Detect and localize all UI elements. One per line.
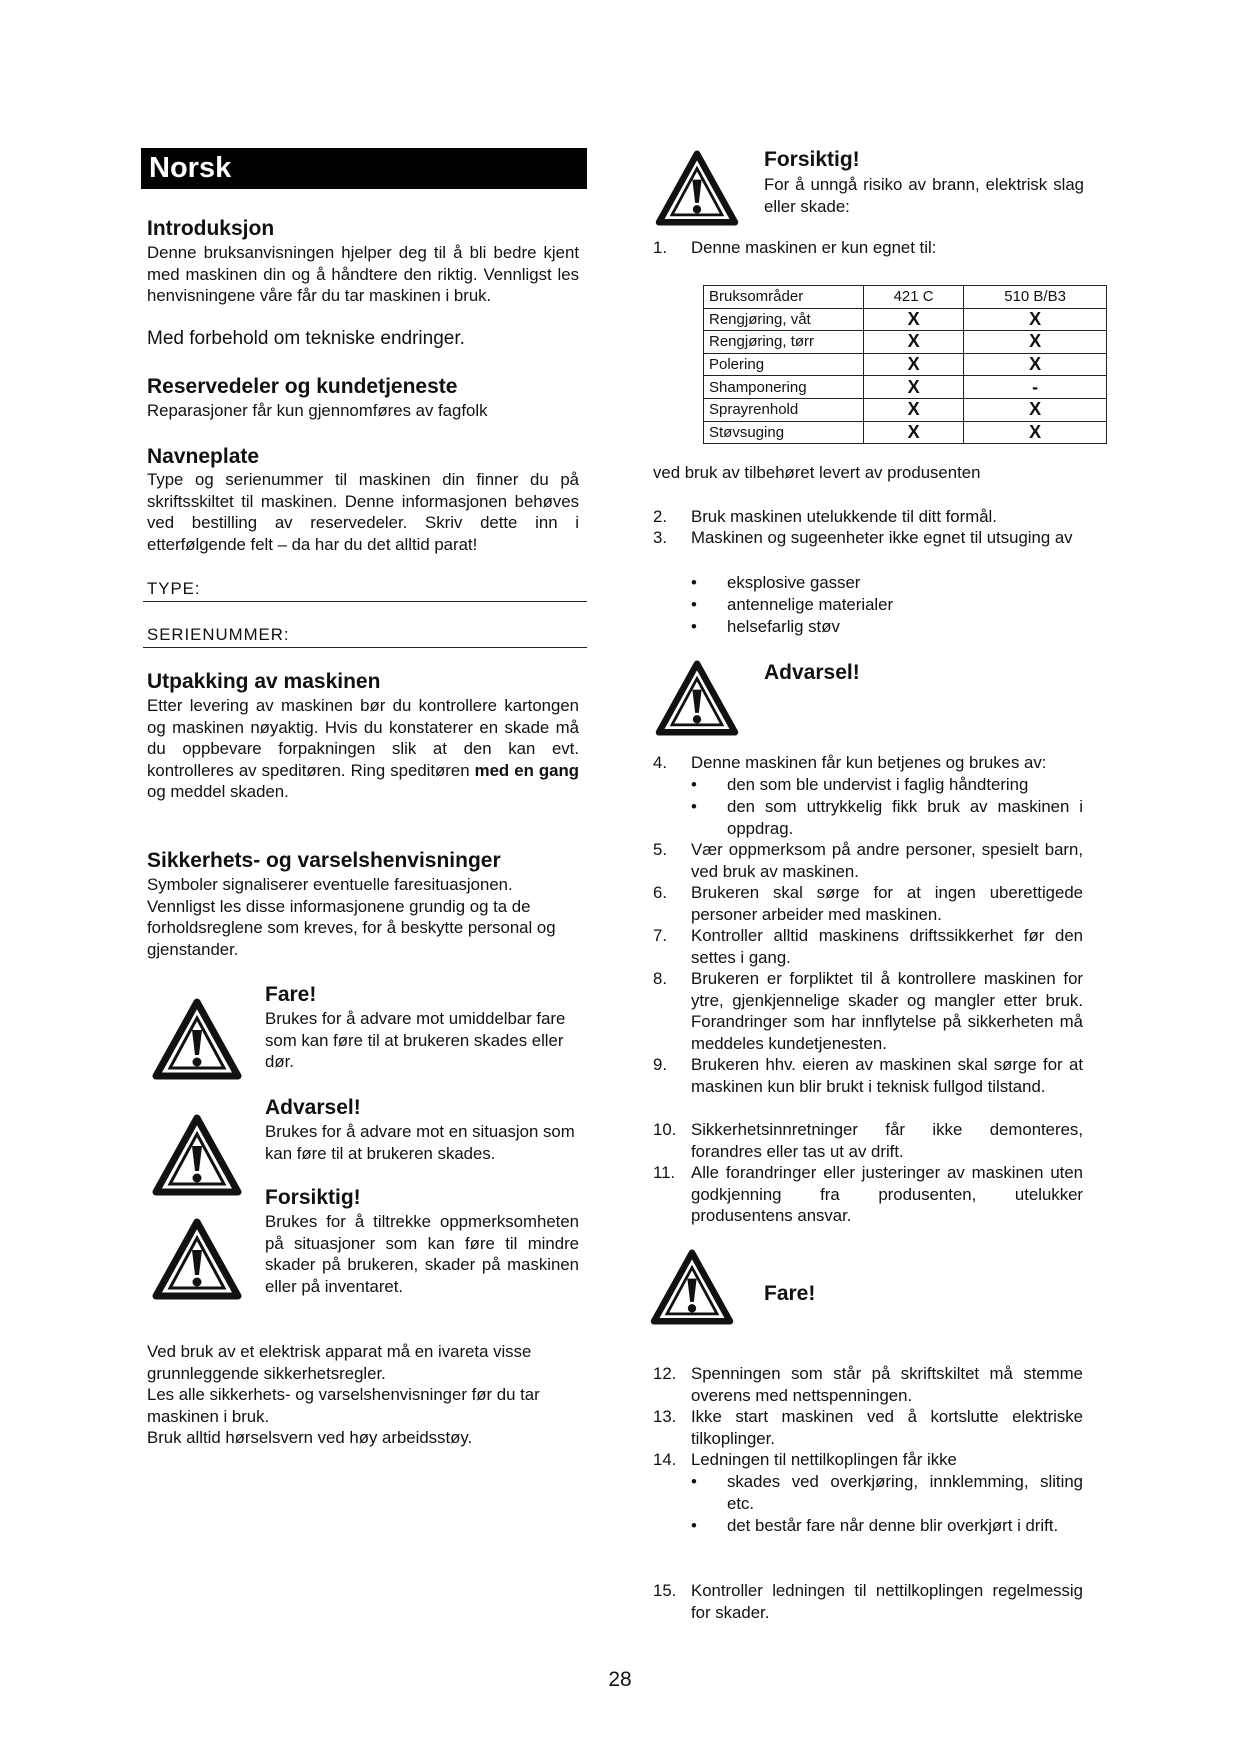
right-forsiktig-text: For å unngå risiko av brann, elektrisk slag eller skade: xyxy=(764,175,1084,216)
usage-table xyxy=(703,285,1107,444)
forsiktig-title: Forsiktig! xyxy=(265,1186,361,1209)
table-cell: X xyxy=(964,331,1107,354)
table-row xyxy=(704,353,1107,376)
table-header: Bruksområder xyxy=(704,286,864,309)
nameplate-heading: Navneplate xyxy=(147,445,260,468)
page-number: 28 xyxy=(608,1668,632,1691)
table-cell: Rengjøring, tørr xyxy=(704,331,864,354)
table-row xyxy=(704,331,1107,354)
table-row xyxy=(704,308,1107,331)
advarsel-title: Advarsel! xyxy=(265,1096,361,1119)
table-cell: X xyxy=(864,398,964,421)
caution-icon xyxy=(152,1218,242,1300)
safety-text: Symboler signaliserer eventuelle faresituasjonen. Vennligst les disse informasjonene grundig og ta de forholdsreglene som kreves, for å beskytte personal og gjenstander. xyxy=(147,875,556,959)
table-cell: X xyxy=(964,398,1107,421)
warning-icon xyxy=(152,1114,242,1196)
table-cell: Polering xyxy=(704,353,864,376)
safety-heading: Sikkerhets- og varselshenvisninger xyxy=(147,849,501,872)
serial-line xyxy=(143,647,587,648)
table-cell: X xyxy=(864,421,964,444)
caution-icon xyxy=(655,150,739,226)
spare-parts-heading: Reservedeler og kundetjeneste xyxy=(147,375,458,398)
serial-label: SERIENUMMER: xyxy=(147,625,290,644)
table-header: 510 B/B3 xyxy=(964,286,1107,309)
danger-icon xyxy=(650,1249,734,1325)
table-cell: X xyxy=(864,353,964,376)
table-cell: X xyxy=(964,421,1107,444)
table-cell: Støvsuging xyxy=(704,421,864,444)
table-row xyxy=(704,376,1107,399)
fare-title: Fare! xyxy=(265,983,317,1006)
intro-text: Denne bruksanvisningen hjelper deg til å bli bedre kjent med maskinen din og å håndtere den riktig. Vennligst les henvisningene våre får du tar maskinen i bruk. xyxy=(147,243,579,306)
forsiktig-text: Brukes for å tiltrekke oppmerksomheten på situasjoner som kan føre til mindre skader på brukeren, skader på maskinen eller på inventaret. xyxy=(265,1212,579,1296)
table-row xyxy=(704,421,1107,444)
table-cell: X xyxy=(864,331,964,354)
safety-closing-2: Les alle sikkerhets- og varselshenvisninger før du tar maskinen i bruk. xyxy=(147,1385,540,1426)
intro-heading: Introduksjon xyxy=(147,217,275,240)
intro-note: Med forbehold om tekniske endringer. xyxy=(147,328,465,349)
safety-closing-3: Bruk alltid hørselsvern ved høy arbeidsstøy. xyxy=(147,1428,473,1447)
table-cell: - xyxy=(964,376,1107,399)
table-header: 421 C xyxy=(864,286,964,309)
table-cell: X xyxy=(964,308,1107,331)
right-forsiktig-title: Forsiktig! xyxy=(764,148,860,171)
table-cell: Shamponering xyxy=(704,376,864,399)
fare-text: Brukes for å advare mot umiddelbar fare som kan føre til at brukeren skades eller dør. xyxy=(265,1009,566,1072)
right-advarsel-title: Advarsel! xyxy=(764,661,860,684)
type-line xyxy=(143,601,587,602)
unpacking-text: Etter levering av maskinen bør du kontrollere kartongen og maskinen nøyaktig. Hvis du konstaterer en skade må du oppbevare forpakningen slik at den kan evt. kontrolleres av speditøren. Ring speditøren med en gang og meddel skaden. xyxy=(147,696,579,802)
right-fare-title: Fare! xyxy=(764,1282,816,1305)
table-cell: Rengjøring, våt xyxy=(704,308,864,331)
nameplate-text: Type og serienummer til maskinen din finner du på skriftsskiltet til maskinen. Denne informasjonen behøves ved bestilling av reservedeler. Skriv dette inn i etterfølgende felt – da har du det alltid parat! xyxy=(147,470,579,554)
accessory-note: ved bruk av tilbehøret levert av produsenten xyxy=(653,463,981,482)
table-cell: X xyxy=(864,376,964,399)
danger-icon xyxy=(152,998,242,1080)
table-header-row xyxy=(704,286,1107,309)
warning-icon xyxy=(655,660,739,736)
table-cell: Sprayrenhold xyxy=(704,398,864,421)
type-label: TYPE: xyxy=(147,579,201,598)
table-row xyxy=(704,398,1107,421)
spare-parts-text: Reparasjoner får kun gjennomføres av fagfolk xyxy=(147,401,488,420)
unpacking-heading: Utpakking av maskinen xyxy=(147,670,381,693)
language-heading: Norsk xyxy=(141,148,587,189)
table-cell: X xyxy=(964,353,1107,376)
table-cell: X xyxy=(864,308,964,331)
advarsel-text: Brukes for å advare mot en situasjon som kan føre til at brukeren skades. xyxy=(265,1122,575,1163)
safety-closing-1: Ved bruk av et elektrisk apparat må en ivareta visse grunnleggende sikkerhetsregler. xyxy=(147,1342,532,1383)
